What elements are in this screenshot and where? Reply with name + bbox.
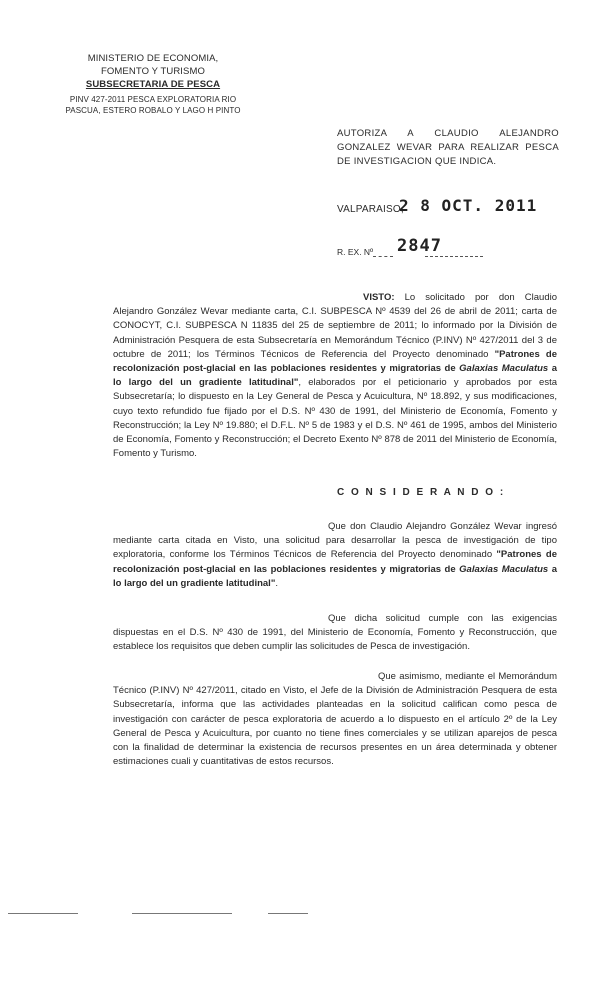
footer-rule-middle [132,913,232,914]
ministry-line-1: MINISTERIO DE ECONOMIA, [87,53,219,64]
considerando1-project-1: "Patrones de recolonización post-glacial en las poblaciones residentes y migratorias de [113,549,557,575]
date-stamp: 2 8 OCT. 2011 [399,196,538,215]
resolution-number: 2847 [397,236,442,256]
ministry-line-2: FOMENTO Y TURISMO [101,66,205,77]
visto-text-1: Lo solicitado por don Claudio Alejandro González Wevar mediante carta, C.I. SUBPESCA Nº 4539 del 26 de abril de 2011; carta de CONOCYT, C.I. SUBPESCA N 11835 del 25 de septiembre de 2011; lo informado por la División de Administración Pesquera de esta Subsecretaría en Memorándum Técnico (P.INV) Nº 427/2011 del 3 de octubre de 2011; los Términos Técnicos de Referencia del Proyecto denominado [113,292,557,360]
considerando1-species: Galaxias Maculatus [459,563,549,575]
letterhead [58,52,248,116]
considerando1-end: . [275,577,278,589]
reference-line-2: PASCUA, ESTERO ROBALO Y LAGO H PINTO [65,106,241,115]
date-line [337,196,577,220]
considerando3-text: Que asimismo, mediante el Memorándum Técnico (P.INV) Nº 427/2011, citado en Visto, el Jefe de la División de Administración Pesquera de esta Subsecretaría, informa que las actividades planteadas en la solicitud califican como pesca de investigación con carácter de pesca exploratoria de acuerdo a lo dispuesto en el artículo 2º de la Ley General de Pesca y Acuicultura, por cuanto no tiene fines comerciales y se utilizan aparejos de pesca con la finalidad de determinar la existencia de recursos presentes en un área determinada y obtener estimaciones cuali y cuantitativas de estos recursos. [113,671,557,768]
visto-species: Galaxias Maculatus [459,363,549,375]
considerando-heading: C O N S I D E R A N D O : [337,487,506,498]
reference-code [58,94,248,116]
considerando-paragraph-2 [113,612,557,655]
city-name: VALPARAISO, [337,204,404,215]
footer-rule-left [8,913,78,914]
resolution-summary: AUTORIZA A CLAUDIO ALEJANDRO GONZALEZ WEVAR PARA REALIZAR PESCA DE INVESTIGACION QUE INDICA. [337,128,559,167]
resolution-number-line [337,236,577,260]
considerando2-text: Que dicha solicitud cumple con las exigencias dispuestas en el D.S. Nº 430 de 1991, del Ministerio de Economía, Fomento y Reconstrucción, que establece los requisitos que deben cumplir las solicitudes de Pesca de investigación. [113,613,557,653]
visto-lead: VISTO: [363,292,395,303]
visto-text-2: , elaborados por el peticionario y aprobados por esta Subsecretaría; lo dispuesto en la Ley General de Pesca y Acuicultura, Nº 18.892, y sus modificaciones, cuyo texto refundido fue fijado por el D.S. Nº 430 de 1991, del Ministerio de Economía, Fomento y Reconstrucción; la Ley Nº 19.880; el D.F.L. Nº 5 de 1983 y el D.S. Nº 461 de 1995, ambos del Ministerio de Economía, Fomento y Reconstrucción; el Decreto Exento Nº 878 de 2011 del Ministerio de Economía, Fomento y Turismo. [113,377,558,460]
fill-line-left [373,256,393,257]
visto-project-1: "Patrones de recolonización post-glacial en las poblaciones residentes y migratorias de [113,348,557,375]
resolution-label: R. EX. Nº [337,247,374,257]
visto-paragraph [113,291,557,461]
subsecretaria-name: SUBSECRETARIA DE PESCA [85,79,221,90]
visto-project-2: a lo largo del un gradiente latitudinal" [113,363,557,389]
considerando1-text: Que don Claudio Alejandro González Wevar ingresó mediante carta citada en Visto, una solicitud para desarrollar la pesca de investigación de tipo exploratoria, conforme los Términos Técnicos de Referencia del Proyecto denominado [113,521,557,561]
footer-rule-right [268,913,308,914]
fill-line-right [425,256,483,257]
considerando1-project-2: a lo largo del un gradiente latitudinal" [113,563,557,589]
reference-line-1: PINV 427-2011 PESCA EXPLORATORIA RIO [69,95,237,104]
considerando-paragraph-3 [113,670,557,769]
considerando-paragraph-1 [113,520,557,591]
